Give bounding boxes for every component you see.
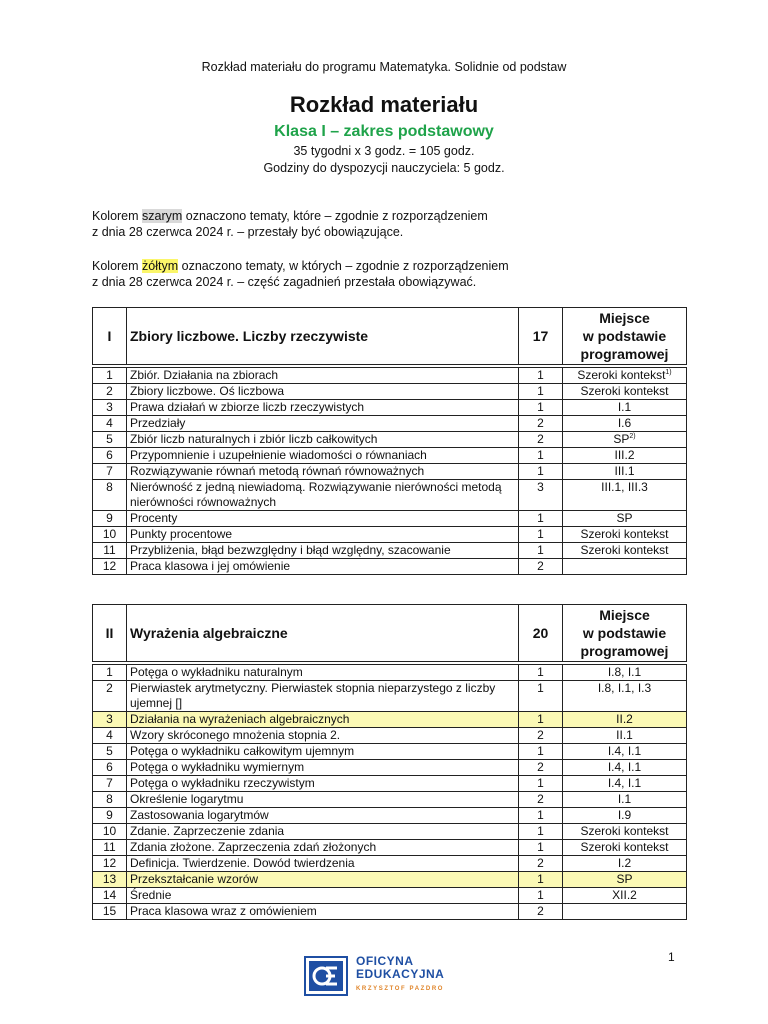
topic-number: 10 — [93, 824, 127, 840]
topic-number: 11 — [93, 543, 127, 559]
reference-header-line: w podstawie — [582, 328, 667, 344]
topic-number: 8 — [93, 480, 127, 511]
curriculum-reference — [563, 665, 687, 681]
topic-number: 3 — [93, 400, 127, 416]
topic-name: Praca klasowa wraz z omówieniem — [127, 904, 519, 920]
curriculum-reference — [563, 904, 687, 920]
topic-row — [93, 464, 687, 480]
curriculum-reference — [563, 824, 687, 840]
topic-number: 9 — [93, 808, 127, 824]
topic-hours: 1 — [519, 665, 563, 681]
curriculum-reference — [563, 400, 687, 416]
topic-row — [93, 808, 687, 824]
curriculum-reference — [563, 776, 687, 792]
topic-hours: 1 — [519, 368, 563, 384]
topic-name: Punkty procentowe — [127, 527, 519, 543]
curriculum-reference — [563, 888, 687, 904]
reference-value: I.4, I.1 — [607, 760, 642, 774]
reference-value: Szeroki kontekst — [580, 824, 669, 838]
topic-number: 7 — [93, 464, 127, 480]
section-header-row — [93, 308, 687, 365]
curriculum-reference-header — [563, 308, 687, 365]
topic-number: 6 — [93, 760, 127, 776]
curriculum-reference — [563, 527, 687, 543]
topic-hours: 2 — [519, 416, 563, 432]
topic-hours: 1 — [519, 681, 563, 712]
topic-name: Prawa działań w zbiorze liczb rzeczywistych — [127, 400, 519, 416]
topic-hours: 2 — [519, 904, 563, 920]
curriculum-reference — [563, 760, 687, 776]
note-text: oznaczono tematy, które – zgodnie z rozporządzeniem — [182, 209, 488, 223]
class-subtitle: Klasa I – zakres podstawowy — [274, 123, 494, 140]
reference-header-line: Miejsce — [599, 310, 650, 326]
topic-name: Rozwiązywanie równań metodą równań równoważnych — [127, 464, 519, 480]
topic-name: Zbiory liczbowe. Oś liczbowa — [127, 384, 519, 400]
topic-name: Potęga o wykładniku całkowitym ujemnym — [127, 744, 519, 760]
topic-number: 5 — [93, 744, 127, 760]
topic-row — [93, 559, 687, 575]
reference-value: I.6 — [617, 416, 632, 430]
reference-value: I.4, I.1 — [607, 776, 642, 790]
topic-row — [93, 368, 687, 384]
curriculum-reference — [563, 681, 687, 712]
topic-row — [93, 824, 687, 840]
topic-row — [93, 527, 687, 543]
teacher-hours: Godziny do dyspozycji nauczyciela: 5 godz. — [263, 161, 505, 175]
reference-header-line: w podstawie — [582, 625, 667, 641]
topic-hours: 2 — [519, 792, 563, 808]
topic-hours: 2 — [519, 856, 563, 872]
grey-highlight-word: szarym — [142, 209, 183, 223]
topic-row — [93, 760, 687, 776]
curriculum-reference — [563, 856, 687, 872]
note-line2: z dnia 28 czerwca 2024 r. – część zagadnień przestała obowiązywać. — [92, 275, 477, 289]
oe-logo-icon — [304, 956, 348, 996]
reference-value: II.2 — [616, 712, 633, 726]
topic-hours: 1 — [519, 824, 563, 840]
topic-name: Definicja. Twierdzenie. Dowód twierdzenia — [127, 856, 519, 872]
topic-name: Zdanie. Zaprzeczenie zdania — [127, 824, 519, 840]
curriculum-reference — [563, 368, 687, 384]
hours-summary: 35 tygodni x 3 godz. = 105 godz. — [293, 144, 475, 158]
topic-row — [93, 543, 687, 559]
topic-row — [93, 511, 687, 527]
topic-row — [93, 840, 687, 856]
topic-name: Potęga o wykładniku rzeczywistym — [127, 776, 519, 792]
reference-value: I.8, I.1, I.3 — [597, 681, 652, 695]
section-header-row — [93, 605, 687, 662]
topic-number: 5 — [93, 432, 127, 448]
curriculum-reference — [563, 728, 687, 744]
reference-value: SP — [616, 511, 633, 525]
topic-number: 3 — [93, 712, 127, 728]
topic-hours: 1 — [519, 384, 563, 400]
note-line2: z dnia 28 czerwca 2024 r. – przestały być obowiązujące. — [92, 225, 404, 239]
topic-row — [93, 728, 687, 744]
topic-number: 4 — [93, 416, 127, 432]
curriculum-reference — [563, 744, 687, 760]
topic-name: Zbiór liczb naturalnych i zbiór liczb całkowitych — [127, 432, 519, 448]
topic-hours: 2 — [519, 432, 563, 448]
reference-value: I.1 — [617, 792, 632, 806]
topic-hours: 1 — [519, 527, 563, 543]
topic-name: Przybliżenia, błąd bezwzględny i błąd względny, szacowanie — [127, 543, 519, 559]
yellow-legend-note — [92, 258, 509, 290]
curriculum-reference — [563, 432, 687, 448]
topic-row — [93, 384, 687, 400]
topic-row — [93, 432, 687, 448]
topic-name: Praca klasowa i jej omówienie — [127, 559, 519, 575]
reference-value: SP — [613, 432, 630, 446]
topic-number: 12 — [93, 856, 127, 872]
topic-hours: 1 — [519, 400, 563, 416]
reference-value: Szeroki kontekst — [577, 368, 666, 382]
topic-name: Potęga o wykładniku wymiernym — [127, 760, 519, 776]
topic-row — [93, 665, 687, 681]
page-title: Rozkład materiału — [289, 92, 479, 117]
topic-row — [93, 904, 687, 920]
topic-hours: 1 — [519, 888, 563, 904]
footnote-marker: 2) — [629, 433, 636, 440]
topic-name: Zdania złożone. Zaprzeczenia zdań złożonych — [127, 840, 519, 856]
section-table-1 — [92, 307, 687, 575]
grey-legend-note — [92, 208, 488, 240]
curriculum-reference — [563, 792, 687, 808]
topic-number: 11 — [93, 840, 127, 856]
note-prefix: Kolorem — [92, 209, 143, 223]
topic-row — [93, 448, 687, 464]
topic-number: 13 — [93, 872, 127, 888]
topic-row — [93, 480, 687, 511]
reference-value: III.1, III.3 — [601, 480, 648, 494]
topic-hours: 2 — [519, 728, 563, 744]
topic-name: Działania na wyrażeniach algebraicznych — [127, 712, 519, 728]
topic-hours: 1 — [519, 872, 563, 888]
topic-name: Przedziały — [127, 416, 519, 432]
section-number: II — [93, 605, 127, 662]
section-hours: 17 — [519, 308, 563, 365]
topic-name: Przypomnienie i uzupełnienie wiadomości o równaniach — [127, 448, 519, 464]
topic-number: 1 — [93, 665, 127, 681]
topic-row — [93, 776, 687, 792]
topic-row — [93, 400, 687, 416]
topic-hours: 2 — [519, 559, 563, 575]
logo-line-1: OFICYNA — [356, 954, 414, 968]
document-header: Rozkład materiału do programu Matematyka. Solidnie od podstaw — [201, 60, 567, 74]
page-number: 1 — [668, 950, 675, 964]
note-prefix: Kolorem — [92, 259, 143, 273]
logo-text — [356, 955, 444, 996]
topic-name: Zbiór. Działania na zbiorach — [127, 368, 519, 384]
topic-number: 6 — [93, 448, 127, 464]
topic-row — [93, 872, 687, 888]
topic-hours: 1 — [519, 543, 563, 559]
topic-row — [93, 856, 687, 872]
reference-header-line: Miejsce — [599, 607, 650, 623]
topic-name: Nierówność z jedną niewiadomą. Rozwiązywanie nierówności metodą nierówności równoważnych — [127, 480, 519, 511]
topic-row — [93, 416, 687, 432]
topic-number: 7 — [93, 776, 127, 792]
topic-number: 4 — [93, 728, 127, 744]
curriculum-reference — [563, 808, 687, 824]
curriculum-reference — [563, 480, 687, 511]
reference-value: III.2 — [614, 448, 635, 462]
topic-name: Zastosowania logarytmów — [127, 808, 519, 824]
section-number: I — [93, 308, 127, 365]
topic-name: Pierwiastek arytmetyczny. Pierwiastek stopnia nieparzystego z liczby ujemnej [] — [127, 681, 519, 712]
logo-line-2: EDUKACYJNA — [356, 967, 445, 981]
topic-hours: 1 — [519, 448, 563, 464]
topic-hours: 1 — [519, 776, 563, 792]
topic-name: Średnie — [127, 888, 519, 904]
curriculum-reference — [563, 464, 687, 480]
curriculum-reference — [563, 559, 687, 575]
reference-value: I.9 — [617, 808, 632, 822]
topic-name: Określenie logarytmu — [127, 792, 519, 808]
reference-value: Szeroki kontekst — [580, 840, 669, 854]
topic-number: 2 — [93, 384, 127, 400]
topic-number: 12 — [93, 559, 127, 575]
logo-line-3: KRZYSZTOF PAZDRO — [356, 986, 445, 992]
reference-header-line: programowej — [580, 643, 669, 659]
topic-name: Potęga o wykładniku naturalnym — [127, 665, 519, 681]
section-title: Wyrażenia algebraiczne — [127, 605, 519, 662]
curriculum-reference — [563, 872, 687, 888]
reference-value: I.2 — [617, 856, 632, 870]
topic-row — [93, 681, 687, 712]
topic-number: 10 — [93, 527, 127, 543]
reference-value: I.8, I.1 — [607, 665, 642, 679]
topic-name: Przekształcanie wzorów — [127, 872, 519, 888]
publisher-logo — [304, 955, 444, 996]
reference-value: Szeroki kontekst — [580, 384, 669, 398]
topic-number: 15 — [93, 904, 127, 920]
curriculum-reference — [563, 384, 687, 400]
curriculum-reference — [563, 543, 687, 559]
topic-hours: 1 — [519, 744, 563, 760]
topic-name: Wzory skróconego mnożenia stopnia 2. — [127, 728, 519, 744]
section-hours: 20 — [519, 605, 563, 662]
topic-hours: 1 — [519, 511, 563, 527]
note-text: oznaczono tematy, w których – zgodnie z rozporządzeniem — [178, 259, 509, 273]
curriculum-reference — [563, 712, 687, 728]
topic-name: Procenty — [127, 511, 519, 527]
reference-value: I.4, I.1 — [607, 744, 642, 758]
reference-value: XII.2 — [612, 888, 637, 902]
section-table-2 — [92, 604, 687, 920]
topic-number: 8 — [93, 792, 127, 808]
section-title: Zbiory liczbowe. Liczby rzeczywiste — [127, 308, 519, 365]
reference-value: SP — [616, 872, 633, 886]
topic-row — [93, 888, 687, 904]
reference-value: III.1 — [614, 464, 635, 478]
topic-hours: 1 — [519, 712, 563, 728]
topic-number: 14 — [93, 888, 127, 904]
reference-header-line: programowej — [580, 346, 669, 362]
footnote-marker: 1) — [665, 369, 672, 376]
topic-hours: 3 — [519, 480, 563, 511]
topic-row — [93, 744, 687, 760]
curriculum-reference — [563, 511, 687, 527]
topic-row — [93, 712, 687, 728]
reference-value: I.1 — [617, 400, 632, 414]
curriculum-reference — [563, 840, 687, 856]
reference-value: Szeroki kontekst — [580, 543, 669, 557]
topic-row — [93, 792, 687, 808]
topic-hours: 1 — [519, 808, 563, 824]
reference-value: Szeroki kontekst — [580, 527, 669, 541]
topic-hours: 2 — [519, 760, 563, 776]
curriculum-reference — [563, 448, 687, 464]
reference-value: II.1 — [616, 728, 633, 742]
topic-number: 2 — [93, 681, 127, 712]
topic-hours: 1 — [519, 464, 563, 480]
topic-hours: 1 — [519, 840, 563, 856]
topic-number: 1 — [93, 368, 127, 384]
curriculum-reference-header — [563, 605, 687, 662]
yellow-highlight-word: żółtym — [142, 259, 179, 273]
topic-number: 9 — [93, 511, 127, 527]
curriculum-reference — [563, 416, 687, 432]
